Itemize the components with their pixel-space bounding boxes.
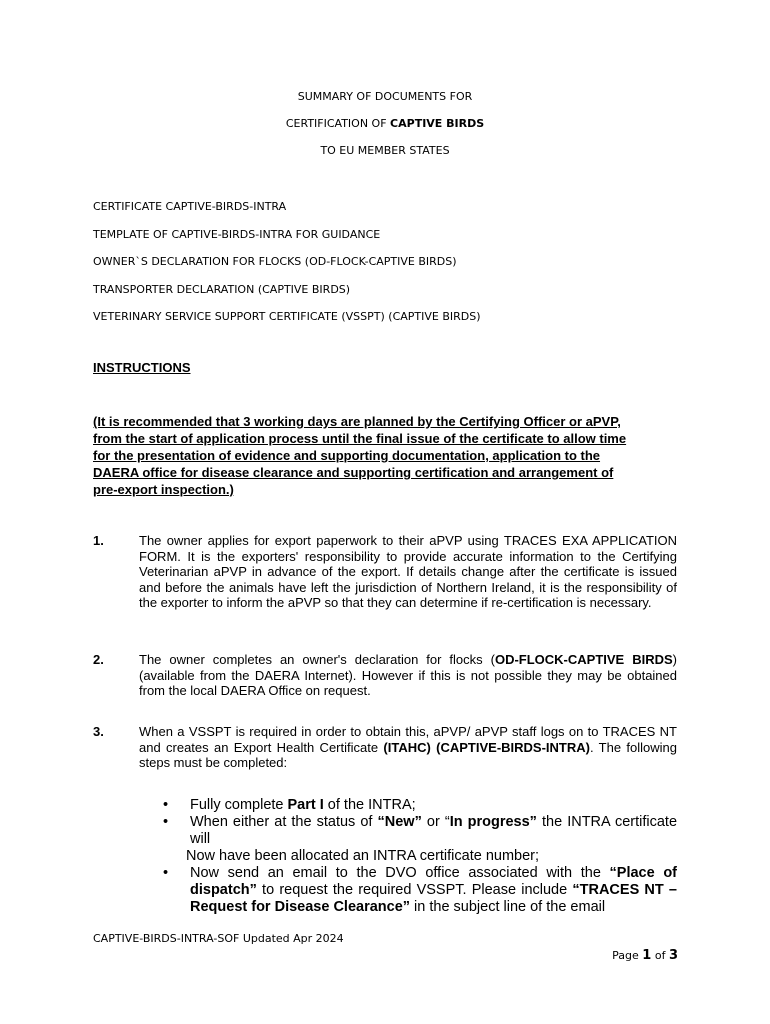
item-number: 3.: [93, 724, 104, 739]
step-text-bold: “Place of dispatch”: [190, 865, 678, 898]
step-text: or “: [421, 814, 450, 830]
item-text-bold: OD-FLOCK-CAPTIVE BIRDS: [494, 652, 673, 667]
recommendation-line: (It is recommended that 3 working days are planned by the Certifying Officer or aPVP,: [93, 414, 621, 429]
step-list: [163, 797, 677, 916]
page-footer: CAPTIVE-BIRDS-INTRA-SOF Updated Apr 2024: [93, 932, 344, 945]
step-text: the INTRA certificate will: [190, 814, 678, 847]
recommendation-line: for the presentation of evidence and supporting documentation, application to the: [93, 448, 601, 463]
item-number: 2.: [93, 652, 104, 667]
heading-line-3: TO EU MEMBER STATES: [320, 144, 450, 157]
document-list: [93, 198, 481, 336]
heading-line-1: SUMMARY OF DOCUMENTS FOR: [297, 90, 473, 103]
item-text-part: . The following steps must be completed:: [139, 739, 677, 771]
step-text-bold: Part I: [287, 797, 324, 813]
bullet-icon: •: [163, 865, 169, 881]
step-text: When either at the status of: [190, 814, 378, 830]
step-text: Now send an email to the DVO office associated with the: [190, 865, 610, 881]
step-text: to request the required VSSPT. Please include: [256, 882, 573, 898]
step-item-2-continued: Now have been allocated an INTRA certificate number;: [186, 848, 540, 864]
item-text-bold: (ITAHC) (CAPTIVE-BIRDS-INTRA): [383, 739, 590, 755]
document-item: TRANSPORTER DECLARATION (CAPTIVE BIRDS): [93, 282, 351, 296]
step-text: of the INTRA;: [323, 797, 416, 813]
instruction-item-1: [93, 533, 677, 611]
page-number: [612, 948, 678, 963]
bullet-icon: •: [163, 814, 169, 830]
item-text: The owner applies for export paperwork to their aPVP using TRACES EXA APPLICATION FORM. It is the exporters' responsibility to provide accurate information to the Certifying Veterinarian aPVP in advance of the export. If details change after the certificate is issued and before the animals have left the jurisdiction of Northern Ireland, it is the responsibility of the exporter to inform the aPVP so that they can determine if re-certification is necessary.: [139, 533, 677, 611]
step-text: Fully complete: [190, 797, 288, 813]
step-item-2: [163, 814, 677, 848]
step-text: in the subject line of the email: [410, 899, 606, 915]
item-text: [139, 724, 677, 771]
heading-line-2-bold: CAPTIVE BIRDS: [390, 117, 485, 130]
recommendation-line: from the start of application process until the final issue of the certificate to allow time: [93, 431, 627, 446]
document-item: OWNER`S DECLARATION FOR FLOCKS (OD-FLOCK-CAPTIVE BIRDS): [93, 255, 457, 268]
step-text-bold: “New”: [377, 814, 422, 830]
recommendation-line: DAERA office for disease clearance and supporting certification and arrangement of: [93, 465, 614, 480]
instructions-title: INSTRUCTIONS: [93, 360, 191, 375]
step-text-bold: In progress”: [449, 814, 537, 830]
item-text-part: ) (available from the DAERA Internet). However if this is not possible they may be obtained from the local DAERA Office on request.: [139, 652, 677, 699]
recommendation-note: [93, 413, 683, 498]
instruction-item-2: [93, 652, 677, 699]
document-item: TEMPLATE OF CAPTIVE-BIRDS-INTRA FOR GUIDANCE: [93, 227, 381, 241]
item-text-part: The owner completes an owner's declaration for flocks (: [139, 652, 495, 667]
item-text-part: When a VSSPT is required in order to obtain this, aPVP/ aPVP staff logs on to TRACES NT and creates an Export Health Certificate: [139, 724, 677, 755]
step-item-3: [163, 865, 677, 916]
page-number-total: 3: [668, 948, 678, 963]
document-item: CERTIFICATE CAPTIVE-BIRDS-INTRA: [93, 200, 287, 213]
step-item-1: [163, 797, 677, 814]
heading-line-2: [0, 115, 770, 142]
step-text-bold: “TRACES NT – Request for Disease Clearance”: [190, 882, 677, 915]
item-text: [139, 652, 677, 699]
heading-line-2-prefix: CERTIFICATION OF: [285, 117, 391, 130]
bullet-icon: •: [163, 797, 169, 813]
item-number: 1.: [93, 533, 104, 548]
instruction-item-3: [93, 724, 677, 771]
page-number-current: 1: [642, 948, 652, 963]
recommendation-line: pre-export inspection.): [93, 482, 234, 497]
document-item: VETERINARY SERVICE SUPPORT CERTIFICATE (VSSPT) (CAPTIVE BIRDS): [93, 310, 481, 323]
page-number-prefix: Page: [612, 949, 643, 962]
page-number-middle: of: [651, 949, 669, 962]
document-heading: [0, 88, 770, 169]
